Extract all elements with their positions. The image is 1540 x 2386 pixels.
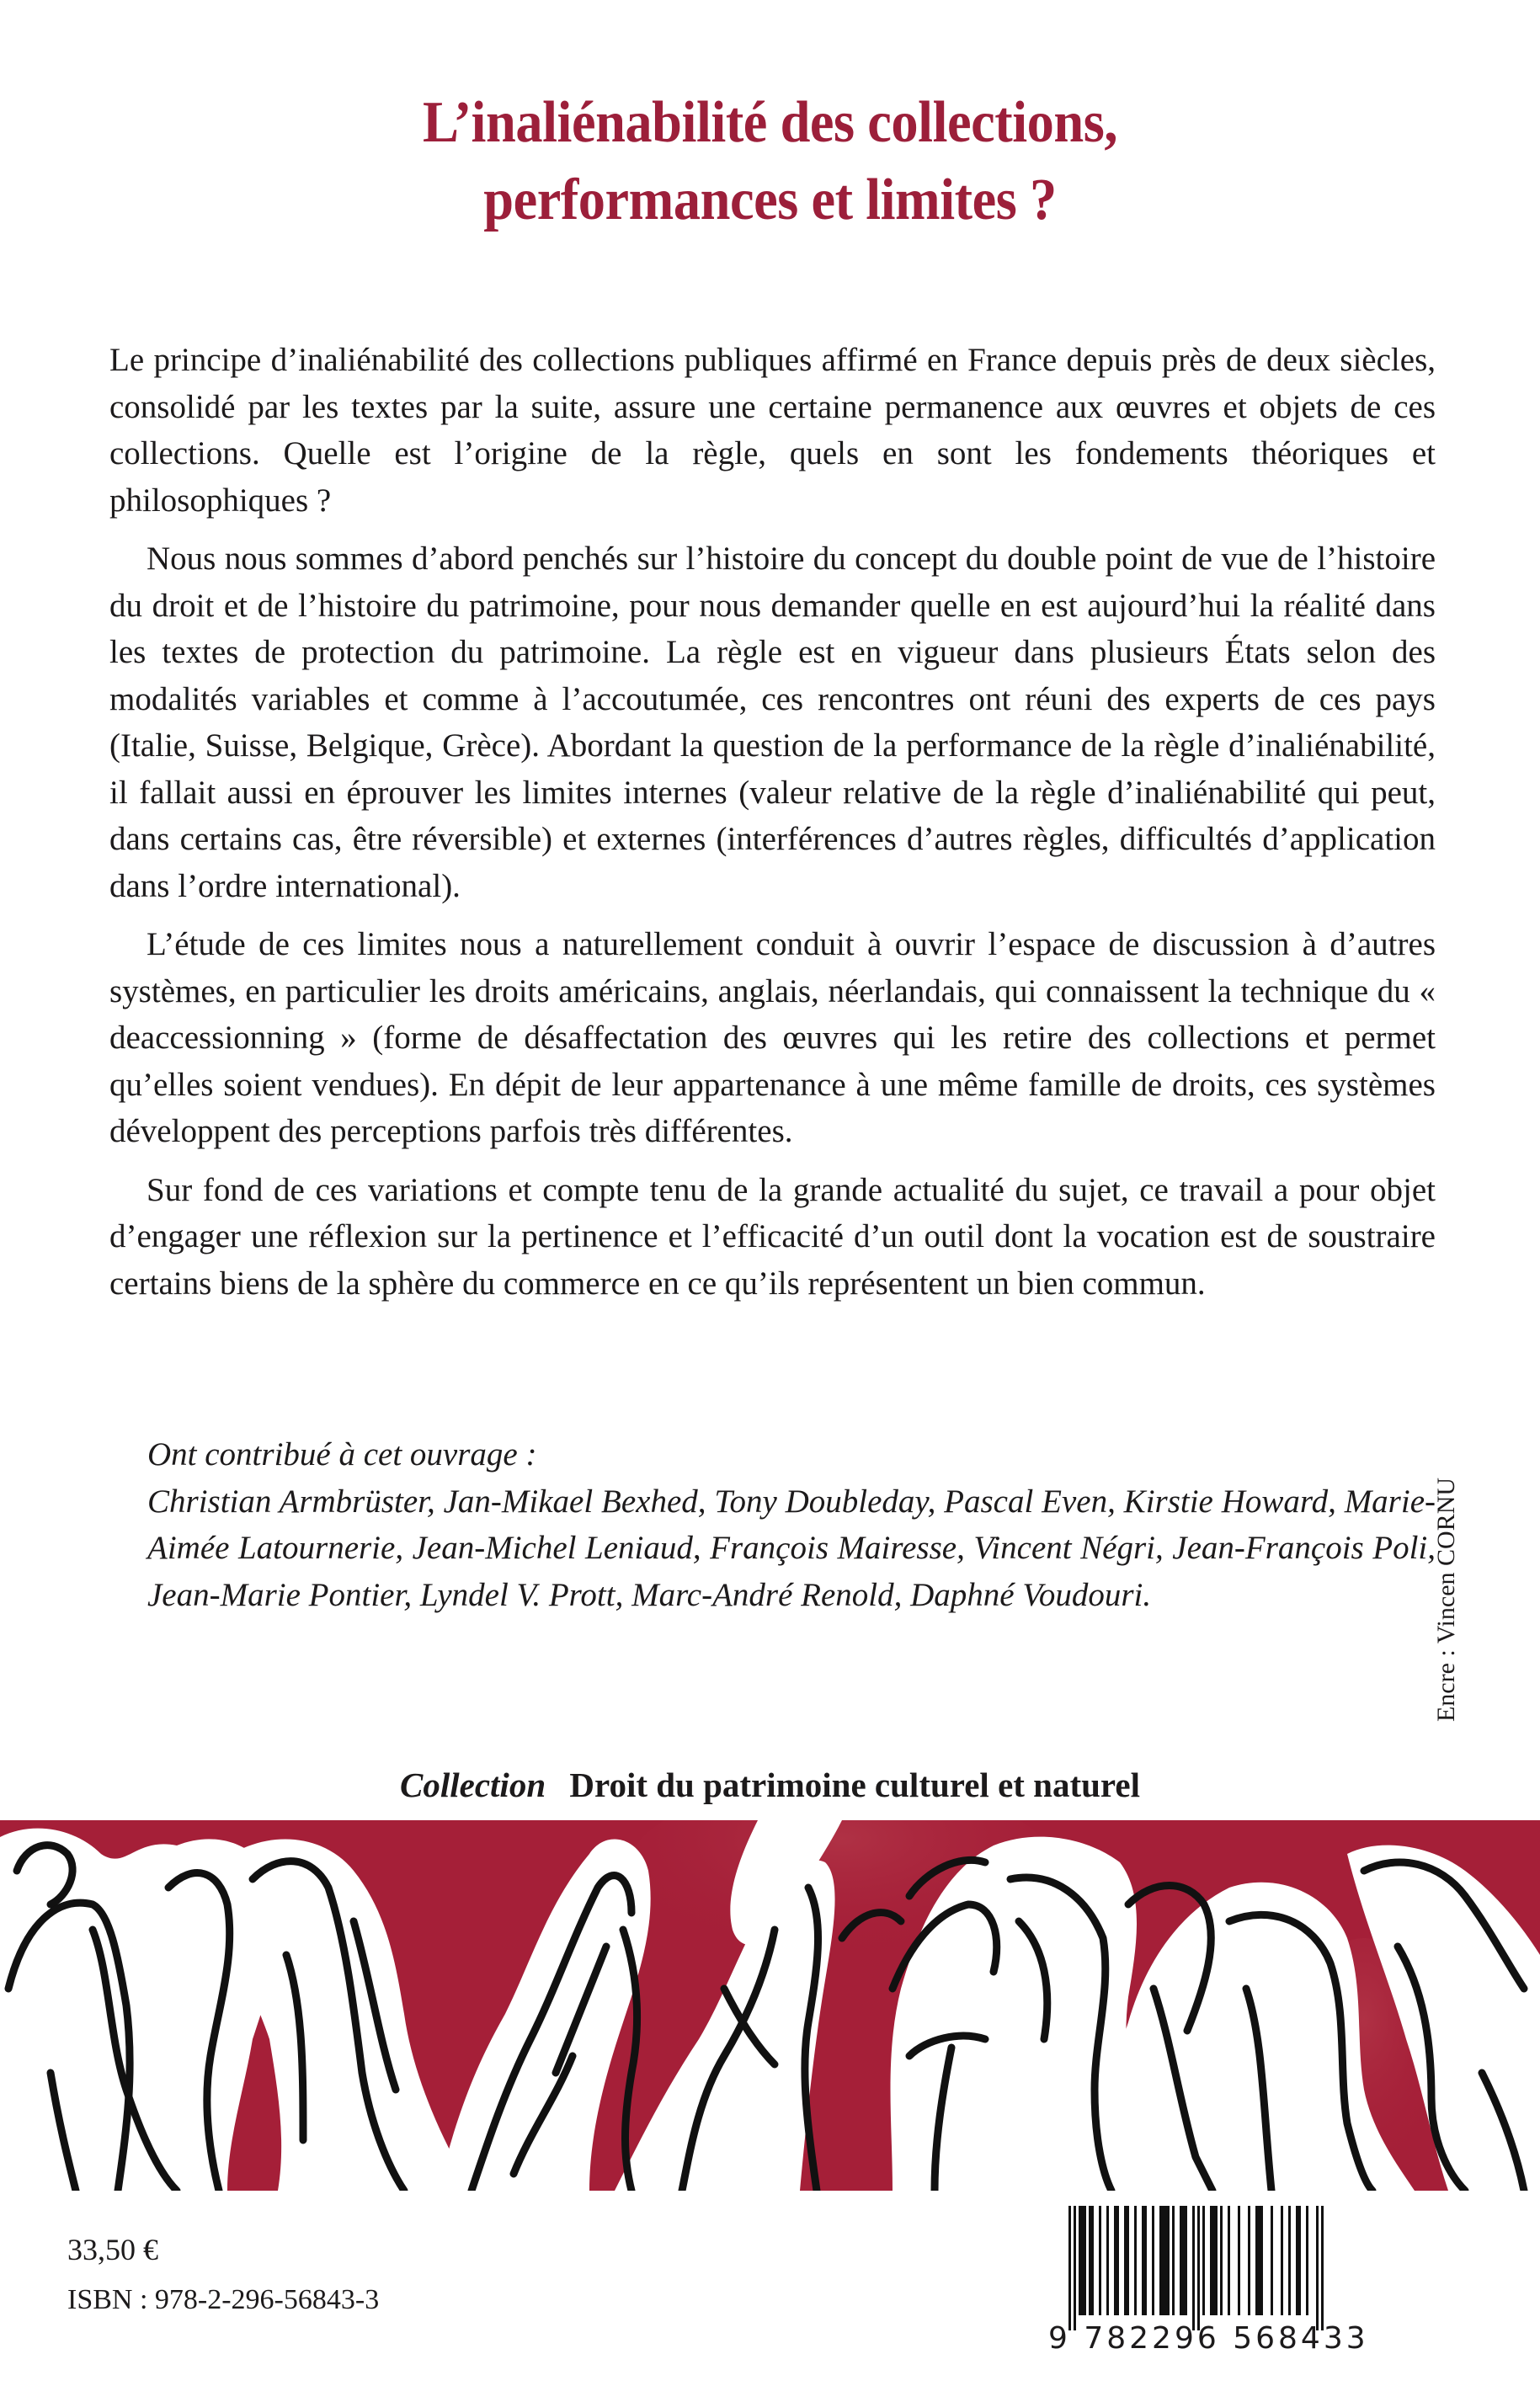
blurb-paragraph-2: Nous nous sommes d’abord penchés sur l’histoire du concept du double point de vue de l’histoire du droit et de l’histoire du patrimoine, pour nous demander quelle en est aujourd’hui la réalité dans les textes de protection du patrimoine. La règle est en vigueur dans plusieurs États selon des modalités variables et comme à l’accoutumée, ces rencontres ont réuni des experts de ces pays (Italie, Suisse, Belgique, Grèce). Abordant la question de la performance de la règle d’inaliénabilité, il fallait aussi en éprouver les limites internes (valeur relative de la règle d’inaliénabilité qui peut, dans certains cas, être réversible) et externes (interférences d’autres règles, difficultés d’application dans l’ordre international). [109,541,1436,904]
illustration-credit [1421,1473,1472,1726]
book-title [61,84,1479,239]
cover-illustration [0,1820,1540,2191]
contributors-names: Christian Armbrüster, Jan-Mikael Bexhed, Tony Doubleday, Pascal Even, Kirstie Howard, Marie-Aimée Latournerie, Jean-Michel Leniaud, François Mairesse, Vincent Négri, Jean-François Poli, Jean-Marie Pontier, Lyndel V. Prott, Marc-André Renold, Daphné Voudouri. [147,1483,1436,1613]
blurb-paragraph-3: L’étude de ces limites nous a naturellement conduit à ouvrir l’espace de discussion à d’autres systèmes, en particulier les droits américains, anglais, néerlandais, qui connaissent la technique du « deaccessionning » (forme de désaffectation des œuvres qui les retire des collections et permet qu’elles soient vendues). En dépit de leur appartenance à une même famille de droits, ces systèmes développent des perceptions parfois très différentes. [109,926,1436,1149]
collection-name: Droit du patrimoine culturel et naturel [569,1766,1140,1804]
blurb-paragraph-1: Le principe d’inaliénabilité des collections publiques affirmé en France depuis près de deux siècles, consolidé par les textes par la suite, assure une certaine permanence aux œuvres et objets de ces collections. Quelle est l’origine de la règle, quels en sont les fondements théoriques et philosophiques ? [109,342,1436,519]
title-line-1: L’inaliénabilité des collections, [422,90,1118,155]
isbn-barcode [1048,2206,1369,2356]
title-line-2: performances et limites ? [483,168,1057,232]
price: 33,50 € [67,2233,158,2266]
contributors-block [147,1431,1436,1618]
contributors-lead: Ont contribué à cet ouvrage : [147,1436,537,1473]
collection-label: Collection [400,1766,546,1804]
barcode-bars [1068,2206,1326,2330]
blurb-paragraph-4: Sur fond de ces variations et compte tenu de la grande actualité du sujet, ce travail a pour objet d’engager une réflexion sur la pertinence et l’efficacité d’un outil dont la vocation est de soustraire certains biens de la sphère du commerce en ce qu’ils représentent un bien commun. [109,1171,1436,1302]
blurb [109,337,1436,1307]
barcode-digits: 9 782296 568433 [1048,2321,1369,2356]
isbn: ISBN : 978-2-296-56843-3 [67,2284,380,2315]
ink-figures-drawing [0,1820,1540,2191]
collection-line [0,1760,1540,1810]
illustration-credit-text: Encre : Vincen CORNU [1432,1477,1460,1723]
